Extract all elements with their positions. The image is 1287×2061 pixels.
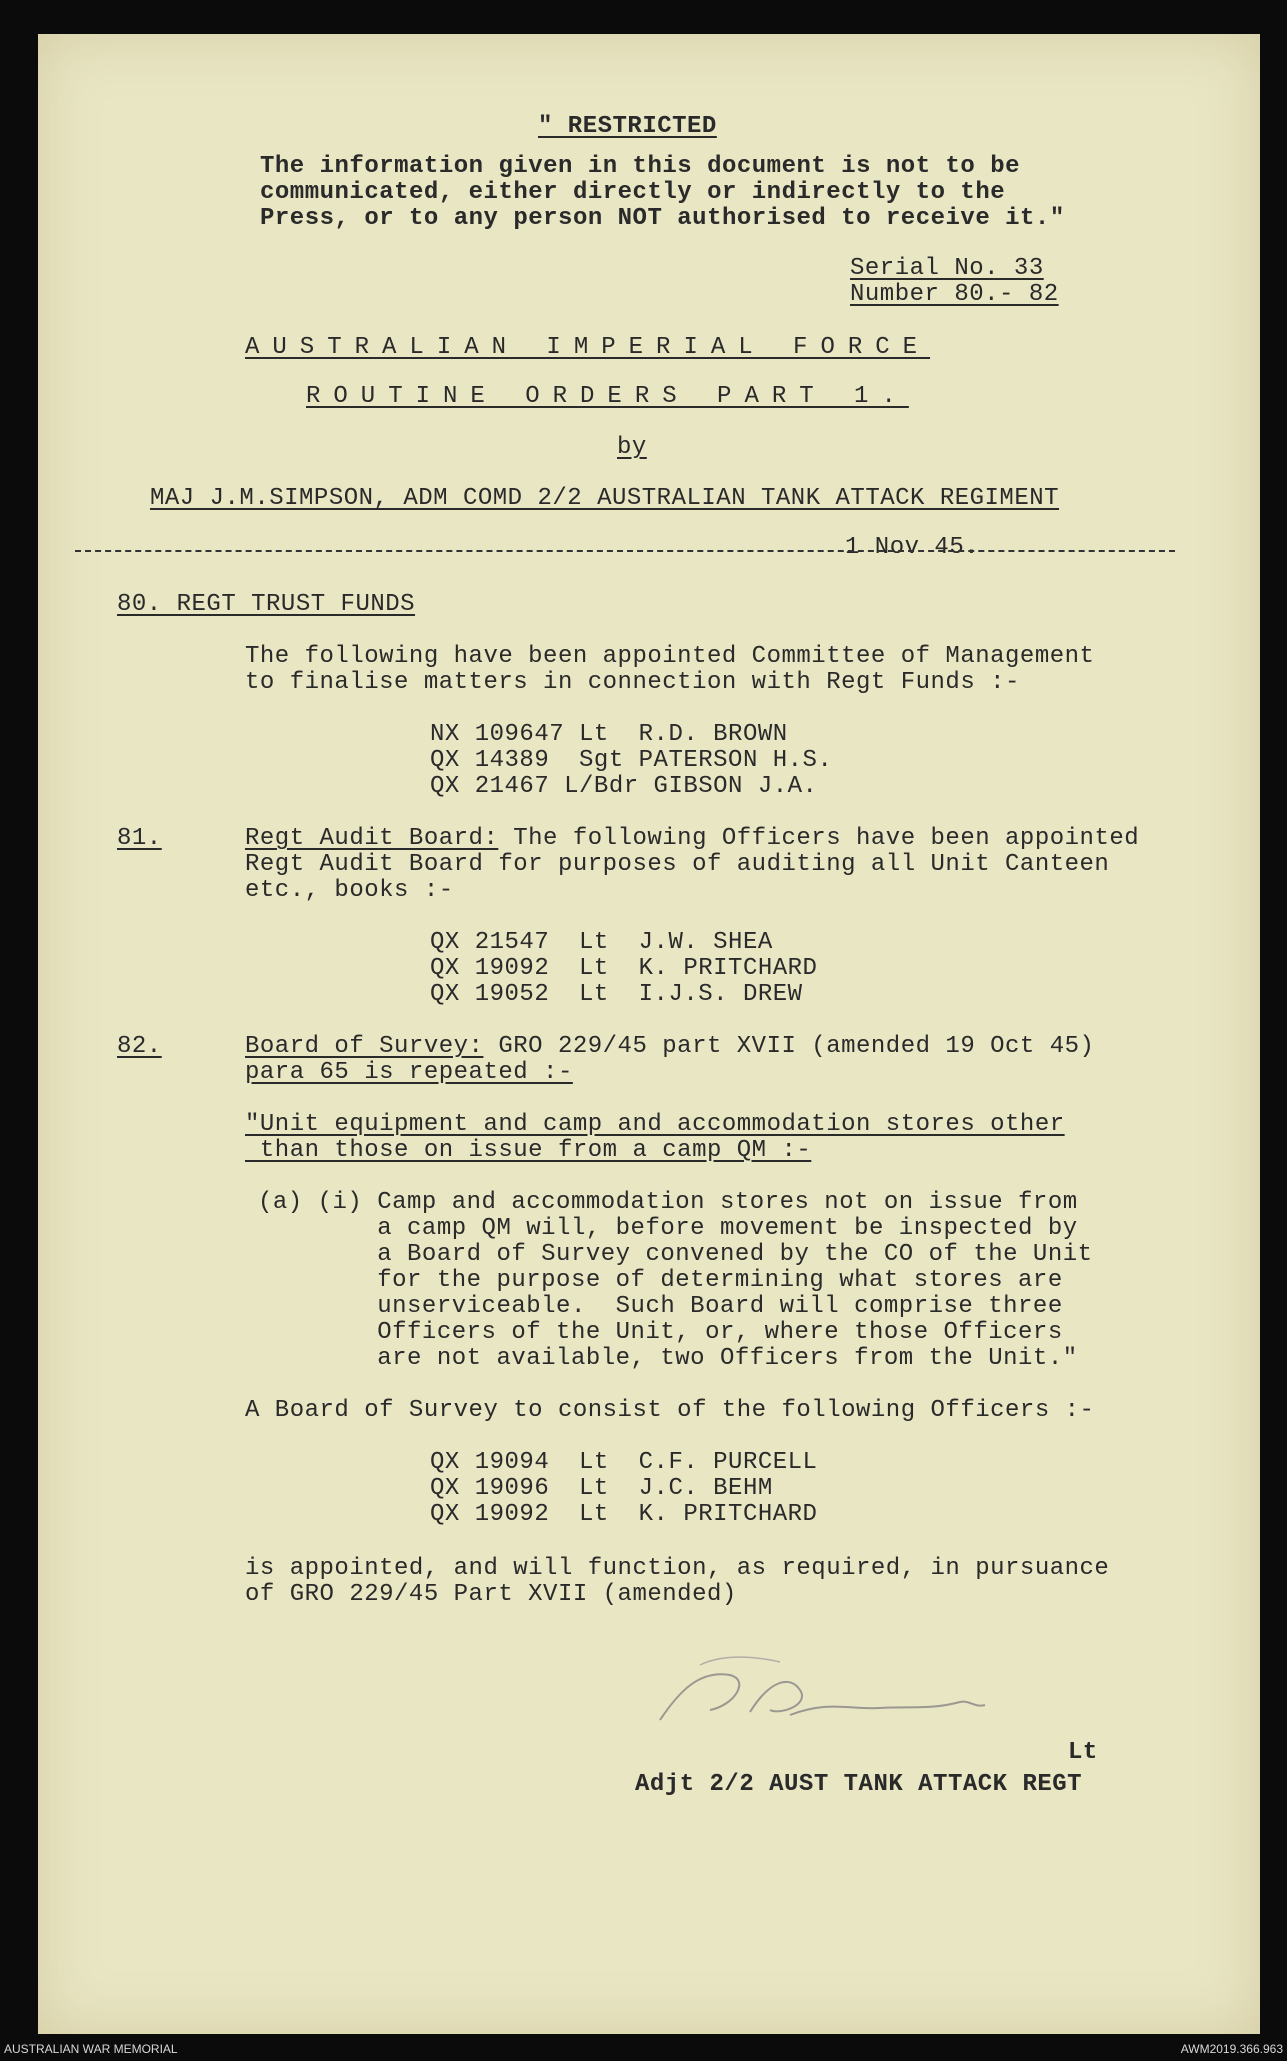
item-82-number: 82. xyxy=(117,1033,162,1060)
item-82-line-1 xyxy=(245,1034,1094,1060)
item-81-line-1 xyxy=(245,826,1139,852)
item-82-text-2: para 65 is repeated :- xyxy=(245,1059,573,1086)
item-81-text-1: The following Officers have been appointed xyxy=(498,825,1140,852)
quote-body-3: a Board of Survey convened by the CO of the Unit xyxy=(258,1241,1093,1268)
item-81-text-3: etc., books :- xyxy=(245,877,454,904)
title-line-2: ROUTINE ORDERS PART 1. xyxy=(306,383,909,410)
item-82-person-2: QX 19096 Lt J.C. BEHM xyxy=(430,1475,773,1502)
closing-line-2: of GRO 229/45 Part XVII (amended) xyxy=(245,1581,737,1608)
quote-body-4: for the purpose of determining what stores are xyxy=(258,1267,1063,1294)
signature-rank: Lt xyxy=(1068,1739,1098,1766)
signature-title: Adjt 2/2 AUST TANK ATTACK REGT xyxy=(635,1771,1083,1798)
item-80-text-2: to finalise matters in connection with Regt Funds :- xyxy=(245,669,1020,696)
footer-right: AWM2019.366.963 xyxy=(1180,2042,1283,2056)
serial-number: Serial No. 33 xyxy=(850,255,1044,282)
item-81-text-2: Regt Audit Board for purposes of auditing all Unit Canteen xyxy=(245,851,1110,878)
title-line-1: AUSTRALIAN IMPERIAL FORCE xyxy=(245,334,931,361)
item-80-person-3: QX 21467 L/Bdr GIBSON J.A. xyxy=(430,773,818,800)
item-80-person-1: NX 109647 Lt R.D. BROWN xyxy=(430,721,788,748)
item-82-text-1: GRO 229/45 part XVII (amended 19 Oct 45) xyxy=(483,1033,1095,1060)
restricted-heading: " RESTRICTED xyxy=(538,113,717,140)
item-80-heading: 80. REGT TRUST FUNDS xyxy=(117,591,416,618)
restricted-line-2: communicated, either directly or indirectly to the xyxy=(260,179,1006,206)
order-date: 1 Nov 45. xyxy=(845,534,980,561)
item-81-person-3: QX 19052 Lt I.J.S. DREW xyxy=(430,981,803,1008)
quote-body-1: (a) (i) Camp and accommodation stores not on issue from xyxy=(258,1189,1078,1216)
quote-body-2: a camp QM will, before movement be inspected by xyxy=(258,1215,1078,1242)
item-80-text-1: The following have been appointed Committee of Management xyxy=(245,643,1095,670)
quote-body-5: unserviceable. Such Board will comprise three xyxy=(258,1293,1063,1320)
item-81-person-2: QX 19092 Lt K. PRITCHARD xyxy=(430,955,818,982)
item-82-heading: Board of Survey: xyxy=(245,1033,484,1060)
quote-head-1: "Unit equipment and camp and accommodation stores other xyxy=(245,1111,1065,1138)
title-by: by xyxy=(617,434,647,461)
handwritten-signature xyxy=(640,1650,1020,1740)
item-81-number: 81. xyxy=(117,825,162,852)
restricted-line-3: Press, or to any person NOT authorised to receive it." xyxy=(260,205,1065,232)
item-82-person-1: QX 19094 Lt C.F. PURCELL xyxy=(430,1449,818,1476)
item-81-person-1: QX 21547 Lt J.W. SHEA xyxy=(430,929,773,956)
closing-line-1: is appointed, and will function, as required, in pursuance xyxy=(245,1555,1110,1582)
separator-rule xyxy=(75,550,1175,552)
board-text: A Board of Survey to consist of the following Officers :- xyxy=(245,1397,1095,1424)
item-80-person-2: QX 14389 Sgt PATERSON H.S. xyxy=(430,747,833,774)
footer-left: AUSTRALIAN WAR MEMORIAL xyxy=(4,2042,178,2056)
order-number: Number 80.- 82 xyxy=(850,281,1059,308)
quote-body-7: are not available, two Officers from the Unit." xyxy=(258,1345,1078,1372)
quote-head-2: than those on issue from a camp QM :- xyxy=(245,1137,812,1164)
item-82-person-3: QX 19092 Lt K. PRITCHARD xyxy=(430,1501,818,1528)
restricted-line-1: The information given in this document is not to be xyxy=(260,153,1021,180)
quote-body-6: Officers of the Unit, or, where those Officers xyxy=(258,1319,1063,1346)
issuer-line: MAJ J.M.SIMPSON, ADM COMD 2/2 AUSTRALIAN TANK ATTACK REGIMENT xyxy=(150,485,1060,512)
item-81-heading: Regt Audit Board: xyxy=(245,825,499,852)
